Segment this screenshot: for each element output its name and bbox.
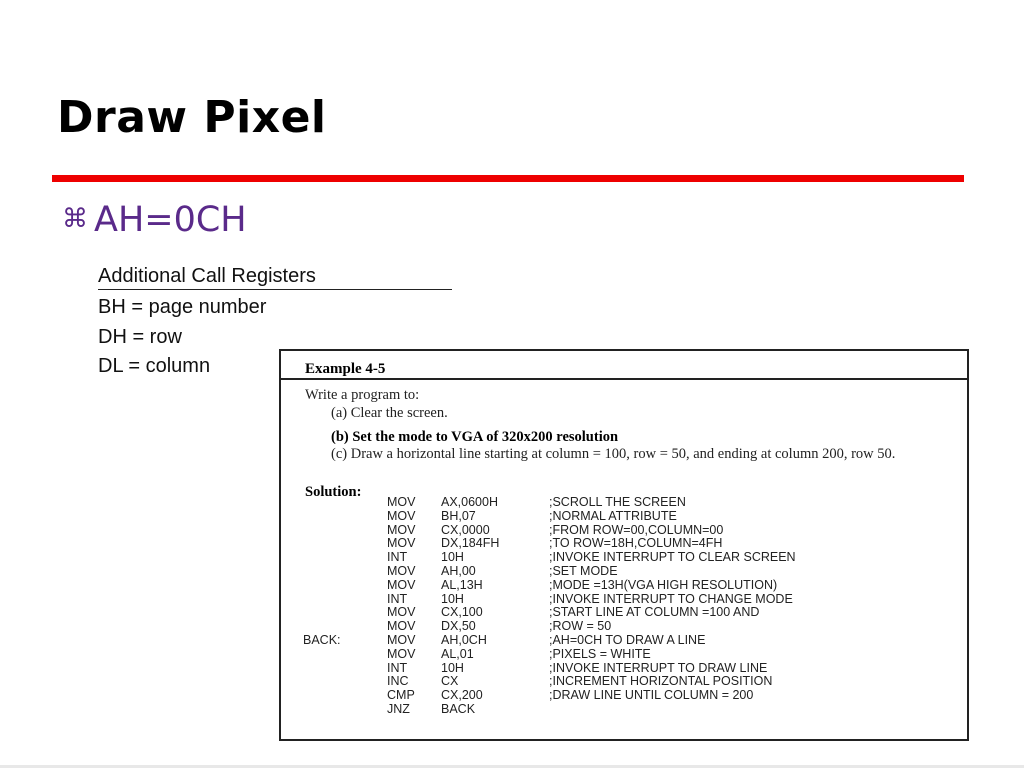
code-comment: ;MODE =13H(VGA HIGH RESOLUTION) bbox=[549, 577, 778, 592]
code-operand: DX,50 bbox=[441, 619, 476, 634]
code-opcode: INT bbox=[387, 660, 408, 675]
code-comment: ;TO ROW=18H,COLUMN=4FH bbox=[549, 536, 723, 551]
code-opcode: MOV bbox=[387, 605, 416, 620]
code-line bbox=[303, 606, 796, 620]
code-label bbox=[303, 593, 387, 607]
code-opcode: MOV bbox=[387, 495, 416, 509]
bullet-text: AH=0CH bbox=[94, 200, 247, 240]
command-bullet-icon: ⌘ bbox=[62, 204, 88, 234]
code-opcode: INT bbox=[387, 550, 408, 565]
register-line-dh: DH = row bbox=[98, 325, 182, 348]
code-comment: ;INVOKE INTERRUPT TO DRAW LINE bbox=[549, 660, 768, 675]
code-operand: AL,13H bbox=[441, 577, 483, 592]
code-opcode: MOV bbox=[387, 619, 416, 634]
code-operand: CX,0000 bbox=[441, 522, 490, 537]
code-comment: ;START LINE AT COLUMN =100 AND bbox=[549, 605, 760, 620]
code-label bbox=[303, 675, 387, 689]
code-line bbox=[303, 675, 796, 689]
code-operand: DX,184FH bbox=[441, 536, 500, 551]
code-operand: CX,100 bbox=[441, 605, 483, 620]
code-label bbox=[303, 537, 387, 551]
code-operand: BACK bbox=[441, 701, 476, 716]
code-line bbox=[303, 551, 796, 565]
assembly-code-listing bbox=[303, 496, 796, 717]
code-operand: CX bbox=[441, 674, 459, 689]
code-comment: ;INCREMENT HORIZONTAL POSITION bbox=[549, 674, 773, 689]
code-opcode: MOV bbox=[387, 646, 416, 661]
code-opcode: MOV bbox=[387, 632, 416, 647]
solution-label: Solution: bbox=[305, 484, 362, 500]
code-comment bbox=[549, 703, 796, 717]
code-line bbox=[303, 648, 796, 662]
code-label bbox=[303, 606, 387, 620]
bullet-item bbox=[62, 200, 247, 240]
code-operand: 10H bbox=[441, 660, 464, 675]
code-comment: ;SCROLL THE SCREEN bbox=[549, 495, 686, 509]
code-line bbox=[303, 579, 796, 593]
code-label bbox=[303, 662, 387, 676]
code-line bbox=[303, 510, 796, 524]
register-line-dl: DL = column bbox=[98, 355, 211, 377]
code-label bbox=[303, 620, 387, 634]
code-comment: ;AH=0CH TO DRAW A LINE bbox=[549, 632, 706, 647]
code-opcode: MOV bbox=[387, 577, 416, 592]
code-line bbox=[303, 496, 796, 510]
example-scan-box bbox=[279, 349, 969, 741]
code-operand: 10H bbox=[441, 591, 464, 606]
code-comment: ;SET MODE bbox=[549, 563, 618, 578]
register-heading: Additional Call Registers bbox=[98, 265, 452, 290]
code-operand: AX,0600H bbox=[441, 495, 498, 509]
code-operand: 10H bbox=[441, 550, 464, 565]
example-prompt: Write a program to: bbox=[305, 387, 420, 403]
example-title: Example 4-5 bbox=[305, 361, 386, 377]
code-opcode: MOV bbox=[387, 536, 416, 551]
code-opcode: MOV bbox=[387, 508, 416, 523]
code-comment: ;FROM ROW=00,COLUMN=00 bbox=[549, 522, 724, 537]
example-part-a: (a) Clear the screen. bbox=[331, 405, 448, 421]
code-comment: ;ROW = 50 bbox=[549, 619, 612, 634]
title-divider bbox=[52, 175, 964, 182]
code-label bbox=[303, 648, 387, 662]
code-label: BACK: bbox=[303, 632, 341, 647]
code-line bbox=[303, 620, 796, 634]
code-line bbox=[303, 703, 796, 717]
slide-title: Draw Pixel bbox=[57, 92, 327, 143]
code-line bbox=[303, 634, 796, 648]
code-comment: ;INVOKE INTERRUPT TO CLEAR SCREEN bbox=[549, 550, 796, 565]
code-operand: AL,01 bbox=[441, 646, 474, 661]
code-line bbox=[303, 689, 796, 703]
code-opcode: MOV bbox=[387, 563, 416, 578]
code-label bbox=[303, 565, 387, 579]
code-comment: ;PIXELS = WHITE bbox=[549, 646, 651, 661]
code-opcode: JNZ bbox=[387, 701, 410, 716]
example-title-rule bbox=[281, 378, 967, 380]
code-opcode: INC bbox=[387, 674, 409, 689]
code-comment: ;DRAW LINE UNTIL COLUMN = 200 bbox=[549, 688, 754, 703]
code-comment: ;INVOKE INTERRUPT TO CHANGE MODE bbox=[549, 591, 793, 606]
code-operand: BH,07 bbox=[441, 508, 476, 523]
code-line bbox=[303, 593, 796, 607]
register-line-bh: BH = page number bbox=[98, 296, 267, 318]
code-label bbox=[303, 703, 387, 717]
code-line bbox=[303, 524, 796, 538]
code-label bbox=[303, 689, 387, 703]
code-operand: AH,00 bbox=[441, 563, 476, 578]
code-opcode: MOV bbox=[387, 522, 416, 537]
code-label bbox=[303, 510, 387, 524]
code-line bbox=[303, 565, 796, 579]
code-operand: CX,200 bbox=[441, 688, 483, 703]
code-line bbox=[303, 537, 796, 551]
code-label bbox=[303, 496, 387, 510]
code-comment: ;NORMAL ATTRIBUTE bbox=[549, 508, 677, 523]
example-part-c: (c) Draw a horizontal line starting at column = 100, row = 50, and ending at column 200, row 50. bbox=[331, 446, 896, 462]
code-label bbox=[303, 579, 387, 593]
code-operand: AH,0CH bbox=[441, 632, 487, 647]
code-opcode: CMP bbox=[387, 688, 415, 703]
code-label bbox=[303, 551, 387, 565]
code-line bbox=[303, 662, 796, 676]
code-opcode: INT bbox=[387, 591, 408, 606]
code-label bbox=[303, 524, 387, 538]
example-part-b: (b) Set the mode to VGA of 320x200 resolution bbox=[331, 429, 619, 445]
